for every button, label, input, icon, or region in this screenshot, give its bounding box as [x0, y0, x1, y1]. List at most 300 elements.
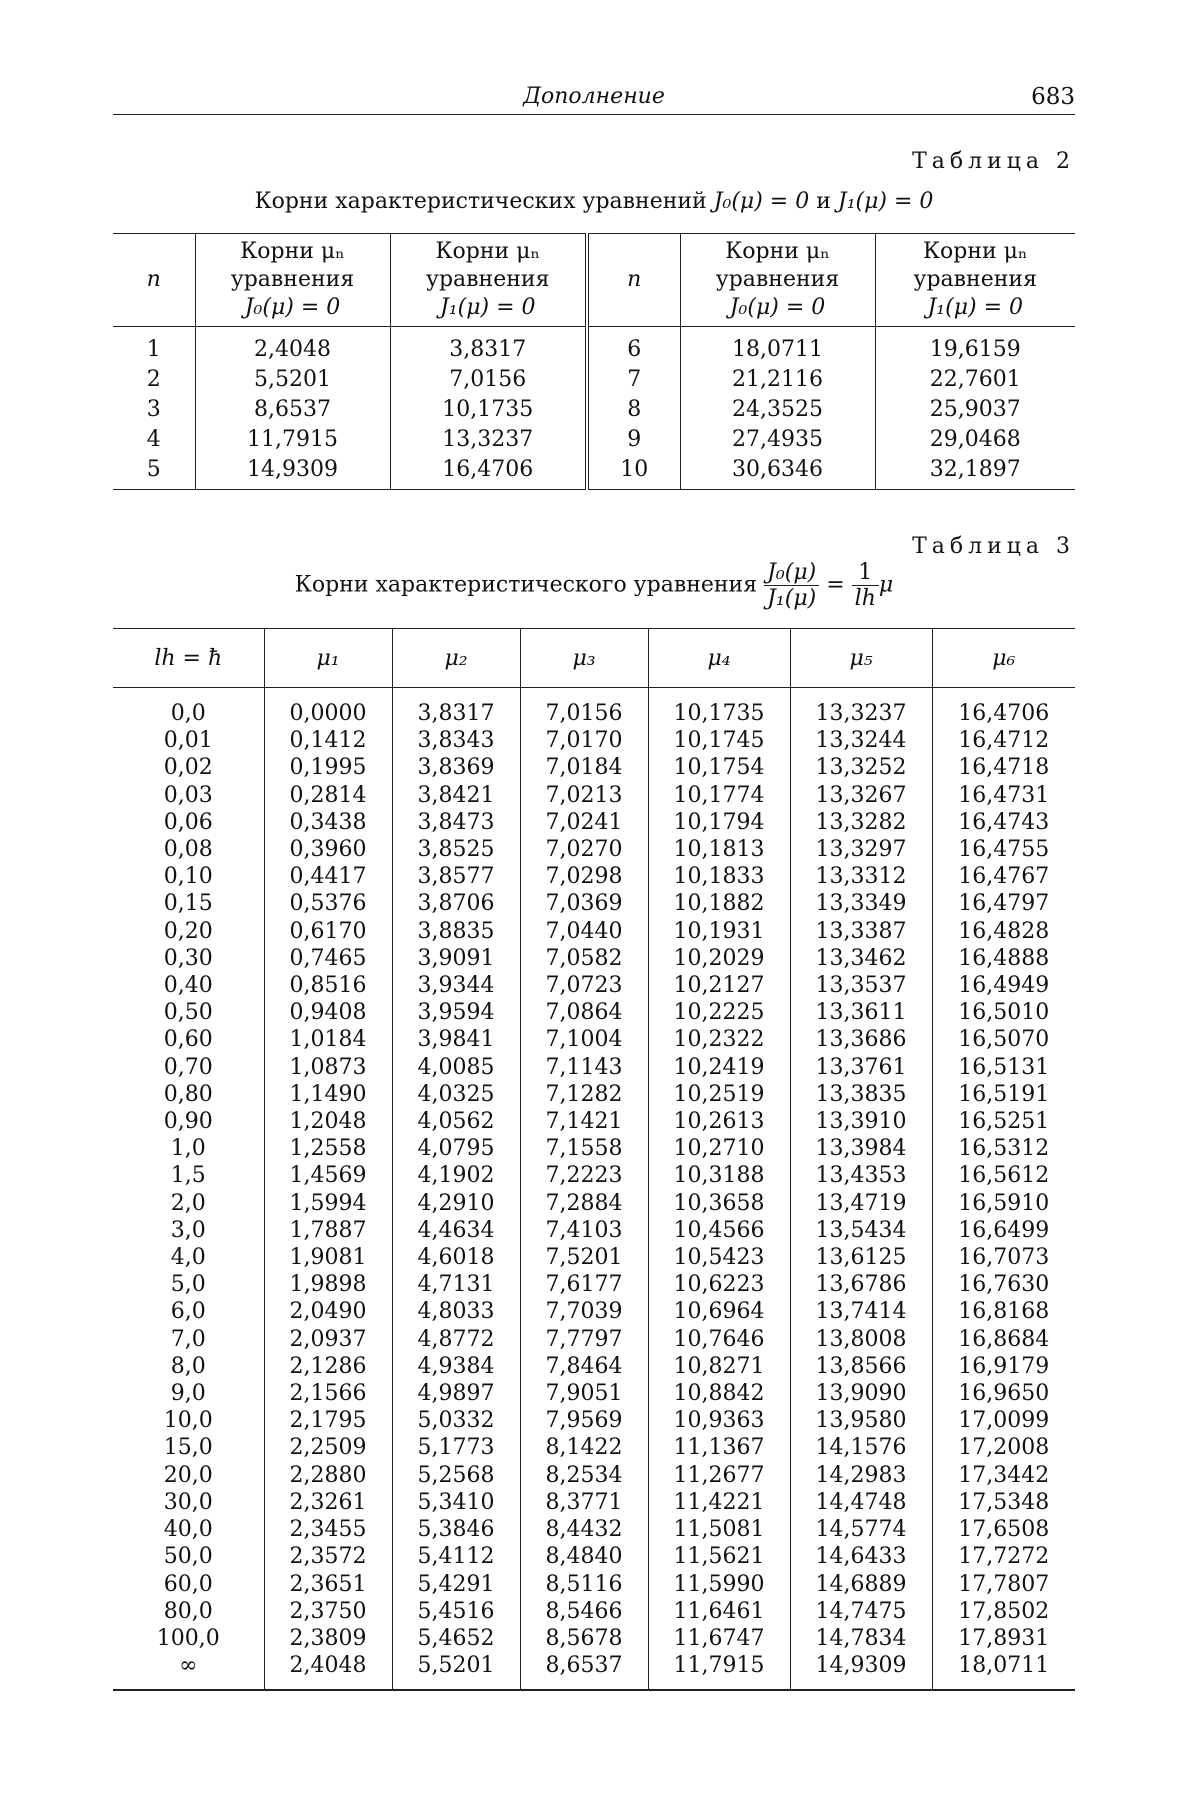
table3-cell-value: 7,1558	[520, 1135, 648, 1162]
table3-header-row	[113, 629, 1075, 688]
table3-cell-value: 7,0170	[520, 727, 648, 754]
table3-cell-value: 4,2910	[392, 1190, 520, 1217]
table3-header-mu5: μ₅	[790, 629, 932, 688]
table3-cell-value: 10,1745	[648, 727, 790, 754]
table2-cell-value: 10,1735	[390, 395, 587, 425]
table3-cell-value: 3,8317	[392, 688, 520, 728]
table3-cell-value: 13,3537	[790, 972, 932, 999]
table3-cell-lh: 0,80	[163, 1081, 213, 1107]
table-row	[113, 1489, 1075, 1516]
table3-cell-value: 8,2534	[520, 1462, 648, 1489]
table3-cell-value: 10,2419	[648, 1054, 790, 1081]
table3-cell-value: 16,4718	[932, 754, 1075, 781]
table3-cell-value: 17,8931	[932, 1625, 1075, 1652]
table3-cell-value: 7,6177	[520, 1271, 648, 1298]
table3-cell-value: 13,5434	[790, 1217, 932, 1244]
table3-cell-value: 7,0440	[520, 918, 648, 945]
table3-cell-value: 0,3960	[264, 836, 392, 863]
table2-cell-value: 8,6537	[195, 395, 390, 425]
table3-header-lh: lh = ħ	[113, 629, 264, 688]
table3-cell-value: 0,2814	[264, 782, 392, 809]
table-row	[113, 1571, 1075, 1598]
table3-cell-value: 16,5312	[932, 1135, 1075, 1162]
table3-cell-value: 13,3984	[790, 1135, 932, 1162]
table3-cell-value: 3,8343	[392, 727, 520, 754]
table3-cell-value: 13,3297	[790, 836, 932, 863]
table2-cell-n: 1	[146, 337, 161, 362]
table3-cell-value: 13,3910	[790, 1108, 932, 1135]
table3-cell-value: 0,7465	[264, 945, 392, 972]
table2-cell-value: 16,4706	[390, 455, 587, 490]
table-row	[113, 365, 1075, 395]
table3-cell-lh: 0,10	[163, 864, 213, 890]
table-row	[113, 1162, 1075, 1189]
table2-label: Таблица 2	[912, 149, 1075, 174]
table2-cell-value: 21,2116	[680, 365, 875, 395]
table3-cell-lh: 0,06	[163, 809, 213, 835]
table-row	[113, 1081, 1075, 1108]
table3-cell-value: 3,8369	[392, 754, 520, 781]
table3-cell-lh: 10,0	[163, 1408, 213, 1434]
table3-cell-value: 8,4840	[520, 1543, 648, 1570]
table3-cell-lh: 0,02	[163, 755, 213, 781]
table3-header-mu2: μ₂	[392, 629, 520, 688]
table2-cell-value: 30,6346	[680, 455, 875, 490]
table3-cell-value: 10,2127	[648, 972, 790, 999]
table3-cell-value: 16,5010	[932, 999, 1075, 1026]
table3-cell-lh: ∞	[113, 1652, 264, 1690]
running-head	[113, 80, 1075, 115]
table2-cell-value: 14,9309	[195, 455, 390, 490]
table3-cell-value: 13,3267	[790, 782, 932, 809]
table3-cell-value: 8,5678	[520, 1625, 648, 1652]
table-row	[113, 1380, 1075, 1407]
table2-cell-value: 29,0468	[875, 425, 1075, 455]
table3-cell-lh: 40,0	[163, 1517, 213, 1543]
table3-cell-value: 16,4949	[932, 972, 1075, 999]
table-row	[113, 1026, 1075, 1053]
table3-cell-value: 13,4719	[790, 1190, 932, 1217]
table3-cell-value: 7,1143	[520, 1054, 648, 1081]
table-row	[113, 327, 1075, 366]
table2-caption	[113, 189, 1075, 214]
table2-cell-n: 3	[146, 397, 161, 422]
table3-cell-value: 10,7646	[648, 1326, 790, 1353]
table3-cell-value: 16,4797	[932, 890, 1075, 917]
table3-cell-value: 14,9309	[790, 1652, 932, 1690]
table3-cell-value: 7,7797	[520, 1326, 648, 1353]
table3-cell-value: 16,9650	[932, 1380, 1075, 1407]
table2-caption-eq1: J₀(μ) = 0	[713, 189, 810, 214]
table3-cell-value: 7,5201	[520, 1244, 648, 1271]
table3-cell-value: 13,3611	[790, 999, 932, 1026]
table2-cell-n: 7	[587, 365, 680, 395]
table-row	[113, 809, 1075, 836]
table3-cell-lh: 6,0	[170, 1299, 206, 1325]
table3-cell-value: 16,4743	[932, 809, 1075, 836]
table2-cell-value: 24,3525	[680, 395, 875, 425]
table3-cell-value: 7,0582	[520, 945, 648, 972]
table3-cell-value: 17,7272	[932, 1543, 1075, 1570]
table3-caption-rhs-fraction: $\frac{1}{lh}$	[852, 560, 879, 611]
table2-caption-and: и	[816, 189, 831, 214]
table3-cell-value: 10,2322	[648, 1026, 790, 1053]
table-row	[113, 1516, 1075, 1543]
table3-cell-lh: 0,60	[163, 1027, 213, 1053]
table3-cell-value: 3,9841	[392, 1026, 520, 1053]
table3-cell-value: 1,9081	[264, 1244, 392, 1271]
table3-header-mu4: μ₄	[648, 629, 790, 688]
table3-cell-value: 16,5070	[932, 1026, 1075, 1053]
table-row	[113, 1244, 1075, 1271]
table3-cell-value: 13,3686	[790, 1026, 932, 1053]
table3-cell-value: 10,2710	[648, 1135, 790, 1162]
table3-cell-value: 17,5348	[932, 1489, 1075, 1516]
table-row	[113, 754, 1075, 781]
table3-cell-value: 5,1773	[392, 1434, 520, 1461]
table2-cell-value: 22,7601	[875, 365, 1075, 395]
table3-cell-lh: 0,90	[163, 1109, 213, 1135]
table2-header-j1-roots-right: Корни μₙ уравнения J₁(μ) = 0	[875, 234, 1075, 327]
table3-cell-value: 16,5910	[932, 1190, 1075, 1217]
table3-cell-lh: 5,0	[170, 1272, 206, 1298]
table3-cell-value: 10,2225	[648, 999, 790, 1026]
table-row	[113, 1652, 1075, 1690]
table3-cell-lh: 2,0	[170, 1190, 206, 1216]
table3-cell-value: 0,5376	[264, 890, 392, 917]
table3-cell-value: 4,8033	[392, 1298, 520, 1325]
table3-cell-value: 7,0864	[520, 999, 648, 1026]
table3-header-mu6: μ₆	[932, 629, 1075, 688]
table3-cell-value: 5,4112	[392, 1543, 520, 1570]
table3-cell-lh: 30,0	[163, 1489, 213, 1515]
table3-cell-value: 10,9363	[648, 1407, 790, 1434]
table3-cell-value: 7,8464	[520, 1353, 648, 1380]
table-row	[113, 890, 1075, 917]
table3-cell-lh: 7,0	[170, 1326, 206, 1352]
table-row	[113, 918, 1075, 945]
table3-cell-value: 4,7131	[392, 1271, 520, 1298]
table3-cell-value: 0,6170	[264, 918, 392, 945]
table3-cell-value: 3,8473	[392, 809, 520, 836]
table3-cell-value: 16,5251	[932, 1108, 1075, 1135]
table3-cell-value: 3,8835	[392, 918, 520, 945]
table3-cell-value: 17,6508	[932, 1516, 1075, 1543]
table3-cell-value: 16,5131	[932, 1054, 1075, 1081]
table3-cell-value: 3,8577	[392, 863, 520, 890]
table-row	[113, 782, 1075, 809]
table3-cell-value: 10,8842	[648, 1380, 790, 1407]
table3-cell-value: 3,9344	[392, 972, 520, 999]
table3-cell-value: 7,2884	[520, 1190, 648, 1217]
table-row	[113, 425, 1075, 455]
table3-cell-value: 13,9090	[790, 1380, 932, 1407]
table3-cell-value: 2,3572	[264, 1543, 392, 1570]
table-row	[113, 455, 1075, 490]
table-row	[113, 1108, 1075, 1135]
table3-cell-value: 4,0085	[392, 1054, 520, 1081]
table3-cell-value: 10,2519	[648, 1081, 790, 1108]
table3-cell-value: 4,9897	[392, 1380, 520, 1407]
table3-cell-value: 7,1421	[520, 1108, 648, 1135]
table3-cell-value: 7,0369	[520, 890, 648, 917]
table3-caption-text: Корни характеристического уравнения	[294, 572, 758, 598]
table3-cell-value: 2,1795	[264, 1407, 392, 1434]
table3-cell-value: 10,1882	[648, 890, 790, 917]
table3-cell-value: 4,0795	[392, 1135, 520, 1162]
table2-cell-n: 10	[587, 455, 680, 490]
table3-cell-value: 8,6537	[520, 1652, 648, 1690]
table3-cell-value: 8,1422	[520, 1434, 648, 1461]
table3-cell-value: 5,5201	[392, 1652, 520, 1690]
table2-header-n-right: n	[587, 234, 680, 327]
table3-cell-value: 16,8684	[932, 1326, 1075, 1353]
table3-cell-lh: 8,0	[170, 1353, 206, 1379]
table-row	[113, 999, 1075, 1026]
table3-cell-value: 2,3651	[264, 1571, 392, 1598]
table3-cell-value: 5,4291	[392, 1571, 520, 1598]
table3-cell-lh: 1,5	[170, 1163, 206, 1189]
table-row	[113, 1462, 1075, 1489]
table3-cell-value: 1,9898	[264, 1271, 392, 1298]
table3-cell-value: 7,1004	[520, 1026, 648, 1053]
table-row	[113, 1054, 1075, 1081]
table3-cell-value: 17,0099	[932, 1407, 1075, 1434]
table3-cell-value: 1,7887	[264, 1217, 392, 1244]
table3-cell-value: 14,2983	[790, 1462, 932, 1489]
table3-cell-value: 2,3261	[264, 1489, 392, 1516]
table3-cell-value: 13,3761	[790, 1054, 932, 1081]
table3-cell-value: 2,0490	[264, 1298, 392, 1325]
table3-cell-value: 16,4731	[932, 782, 1075, 809]
running-title: Дополнение	[523, 84, 665, 109]
table3-cell-value: 4,8772	[392, 1326, 520, 1353]
table3-cell-value: 0,8516	[264, 972, 392, 999]
table3-cell-value: 10,1774	[648, 782, 790, 809]
table3-cell-value: 14,7475	[790, 1598, 932, 1625]
table3-cell-value: 14,5774	[790, 1516, 932, 1543]
table2-cell-value: 27,4935	[680, 425, 875, 455]
table3-cell-value: 7,9051	[520, 1380, 648, 1407]
table3-cell-value: 1,1490	[264, 1081, 392, 1108]
table2-header-n: n	[113, 234, 195, 327]
table3-cell-value: 7,9569	[520, 1407, 648, 1434]
table3-cell-value: 14,6889	[790, 1571, 932, 1598]
table-row	[113, 836, 1075, 863]
table-row	[113, 727, 1075, 754]
table2-cell-value: 32,1897	[875, 455, 1075, 490]
table3-cell-value: 14,6433	[790, 1543, 932, 1570]
table3-cell-lh: 0,08	[163, 837, 213, 863]
table2-header-j0-roots-right: Корни μₙ уравнения J₀(μ) = 0	[680, 234, 875, 327]
table-row	[113, 1217, 1075, 1244]
table3-cell-value: 18,0711	[932, 1652, 1075, 1690]
table3-cell-value: 13,3252	[790, 754, 932, 781]
table-row	[113, 1298, 1075, 1325]
table3-cell-value: 10,4566	[648, 1217, 790, 1244]
table3-cell-value: 2,1286	[264, 1353, 392, 1380]
table3	[113, 628, 1075, 1691]
table2	[113, 233, 1075, 490]
table3-cell-value: 3,8421	[392, 782, 520, 809]
table3-cell-value: 0,0000	[264, 688, 392, 728]
table3-cell-lh: 9,0	[170, 1381, 206, 1407]
table3-cell-value: 16,4755	[932, 836, 1075, 863]
table3-cell-value: 3,8706	[392, 890, 520, 917]
table2-cell-n: 5	[113, 455, 195, 490]
table3-cell-value: 17,7807	[932, 1571, 1075, 1598]
table3-cell-value: 10,1754	[648, 754, 790, 781]
table3-cell-value: 2,2880	[264, 1462, 392, 1489]
table3-cell-value: 10,3188	[648, 1162, 790, 1189]
table3-cell-value: 4,4634	[392, 1217, 520, 1244]
table3-cell-value: 11,2677	[648, 1462, 790, 1489]
table3-cell-value: 16,6499	[932, 1217, 1075, 1244]
table3-cell-value: 1,2558	[264, 1135, 392, 1162]
table2-cell-n: 8	[587, 395, 680, 425]
table3-cell-value: 13,8566	[790, 1353, 932, 1380]
table3-cell-value: 4,6018	[392, 1244, 520, 1271]
table3-cell-value: 10,3658	[648, 1190, 790, 1217]
table3-cell-value: 5,2568	[392, 1462, 520, 1489]
table3-cell-value: 5,0332	[392, 1407, 520, 1434]
table3-cell-value: 3,9091	[392, 945, 520, 972]
table3-cell-value: 0,9408	[264, 999, 392, 1026]
table2-cell-n: 6	[587, 327, 680, 366]
table3-cell-value: 13,7414	[790, 1298, 932, 1325]
table-row	[113, 1353, 1075, 1380]
table3-cell-value: 16,4767	[932, 863, 1075, 890]
table3-cell-value: 11,6461	[648, 1598, 790, 1625]
table3-cell-value: 7,4103	[520, 1217, 648, 1244]
table3-cell-value: 8,4432	[520, 1516, 648, 1543]
table3-cell-value: 3,8525	[392, 836, 520, 863]
table-row	[113, 1434, 1075, 1461]
table3-cell-value: 11,4221	[648, 1489, 790, 1516]
table3-caption-mu: μ	[878, 572, 894, 598]
table3-cell-value: 17,3442	[932, 1462, 1075, 1489]
table2-cell-n: 4	[146, 427, 161, 452]
table3-cell-value: 16,4706	[932, 688, 1075, 728]
table3-cell-value: 7,7039	[520, 1298, 648, 1325]
table2-caption-eq2: J₁(μ) = 0	[837, 189, 934, 214]
table-row	[113, 1543, 1075, 1570]
table3-cell-value: 10,6223	[648, 1271, 790, 1298]
table-row	[113, 1598, 1075, 1625]
table2-cell-n: 9	[587, 425, 680, 455]
table3-cell-value: 13,6786	[790, 1271, 932, 1298]
table2-cell-value: 18,0711	[680, 327, 875, 366]
table3-cell-lh: 0,0	[170, 701, 206, 726]
table3-label: Таблица 3	[912, 534, 1075, 559]
table3-cell-value: 13,3349	[790, 890, 932, 917]
table3-cell-value: 13,3312	[790, 863, 932, 890]
table3-cell-value: 7,2223	[520, 1162, 648, 1189]
table3-cell-value: 7,0184	[520, 754, 648, 781]
table-row	[113, 1271, 1075, 1298]
table3-cell-value: 17,8502	[932, 1598, 1075, 1625]
table2-cell-value: 7,0156	[390, 365, 587, 395]
table3-cell-value: 0,3438	[264, 809, 392, 836]
table3-caption-equals: =	[826, 572, 845, 598]
table2-cell-n: 2	[146, 367, 161, 392]
table3-cell-value: 7,0298	[520, 863, 648, 890]
table3-cell-lh: 1,0	[170, 1136, 206, 1162]
table3-cell-value: 4,0562	[392, 1108, 520, 1135]
table3-cell-value: 16,4712	[932, 727, 1075, 754]
table3-cell-value: 13,8008	[790, 1326, 932, 1353]
table-row	[113, 1190, 1075, 1217]
table3-cell-value: 7,0213	[520, 782, 648, 809]
table3-cell-value: 2,0937	[264, 1326, 392, 1353]
table3-cell-value: 3,9594	[392, 999, 520, 1026]
table-row	[113, 1407, 1075, 1434]
table3-cell-value: 2,3455	[264, 1516, 392, 1543]
table2-cell-value: 25,9037	[875, 395, 1075, 425]
table2-cell-value: 5,5201	[195, 365, 390, 395]
table3-cell-value: 8,5116	[520, 1571, 648, 1598]
table3-cell-value: 4,0325	[392, 1081, 520, 1108]
table3-cell-value: 14,4748	[790, 1489, 932, 1516]
table3-cell-lh: 20,0	[163, 1462, 213, 1488]
table3-cell-value: 8,5466	[520, 1598, 648, 1625]
table3-cell-lh: 0,15	[163, 891, 213, 917]
table3-cell-value: 10,8271	[648, 1353, 790, 1380]
table3-cell-lh: 0,70	[163, 1054, 213, 1080]
table3-cell-value: 1,0873	[264, 1054, 392, 1081]
table3-cell-lh: 0,03	[163, 782, 213, 808]
table3-cell-value: 0,4417	[264, 863, 392, 890]
table3-cell-value: 11,5990	[648, 1571, 790, 1598]
table3-cell-value: 16,8168	[932, 1298, 1075, 1325]
table3-cell-value: 2,3809	[264, 1625, 392, 1652]
table3-cell-value: 11,1367	[648, 1434, 790, 1461]
table3-cell-value: 2,1566	[264, 1380, 392, 1407]
table3-cell-value: 10,1833	[648, 863, 790, 890]
table2-cell-value: 11,7915	[195, 425, 390, 455]
table2-header-j1-roots: Корни μₙ уравнения J₁(μ) = 0	[390, 234, 587, 327]
table3-cell-value: 13,3244	[790, 727, 932, 754]
table3-cell-value: 1,4569	[264, 1162, 392, 1189]
table3-cell-value: 5,4516	[392, 1598, 520, 1625]
table3-cell-value: 5,3410	[392, 1489, 520, 1516]
table3-cell-lh: 15,0	[163, 1435, 213, 1461]
table3-cell-value: 10,1931	[648, 918, 790, 945]
table3-cell-lh: 0,01	[163, 728, 213, 754]
table3-cell-value: 11,5081	[648, 1516, 790, 1543]
table3-cell-value: 5,3846	[392, 1516, 520, 1543]
table3-cell-value: 16,9179	[932, 1353, 1075, 1380]
table3-cell-lh: 0,20	[163, 918, 213, 944]
table2-header-row	[113, 234, 1075, 327]
table3-cell-value: 2,3750	[264, 1598, 392, 1625]
table3-cell-value: 16,7630	[932, 1271, 1075, 1298]
table3-cell-value: 7,0270	[520, 836, 648, 863]
table3-cell-value: 7,0156	[520, 688, 648, 728]
table3-cell-value: 13,3282	[790, 809, 932, 836]
table3-cell-value: 2,4048	[264, 1652, 392, 1690]
table3-cell-value: 10,5423	[648, 1244, 790, 1271]
table3-cell-value: 13,6125	[790, 1244, 932, 1271]
table-row	[113, 1326, 1075, 1353]
table3-cell-value: 0,1995	[264, 754, 392, 781]
page-number: 683	[1031, 84, 1075, 110]
table3-cell-value: 16,4888	[932, 945, 1075, 972]
table3-cell-lh: 4,0	[170, 1245, 206, 1271]
table3-cell-value: 2,2509	[264, 1434, 392, 1461]
table3-cell-value: 13,3462	[790, 945, 932, 972]
table2-cell-value: 19,6159	[875, 327, 1075, 366]
